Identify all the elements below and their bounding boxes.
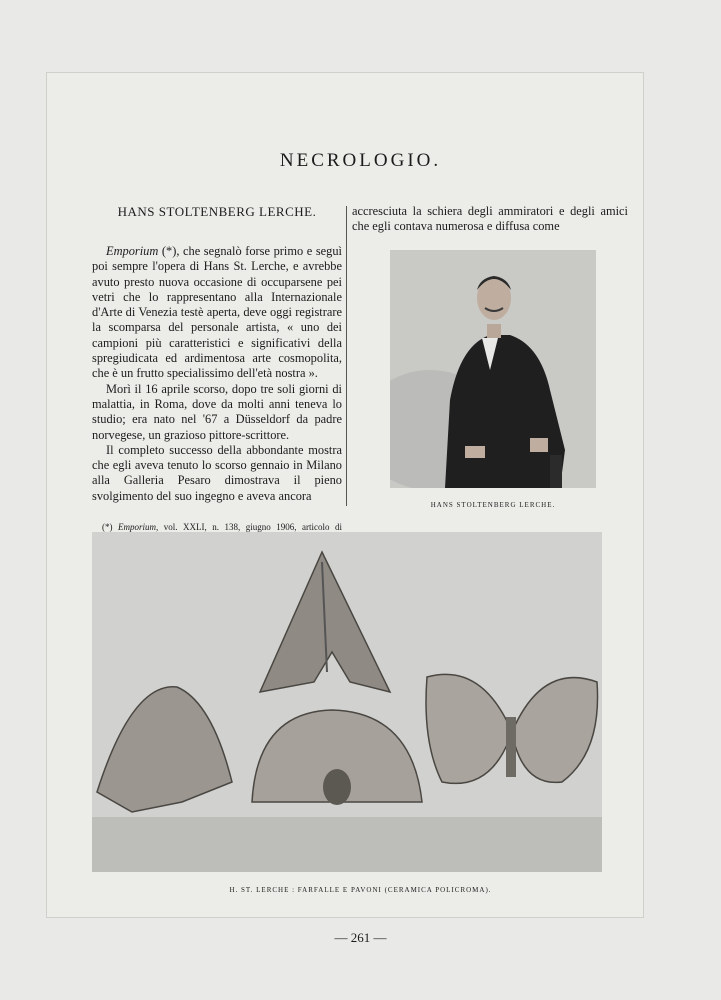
paragraph-3-continued: accresciuta la schiera degli ammiratori e degli amici che egli contava numerosa e diffusa come	[352, 204, 628, 234]
page-title: NECROLOGIO.	[279, 150, 442, 171]
paragraph-1	[92, 244, 342, 382]
paragraph-1-text: (*), che segnalò forse primo e seguì poi sempre l'opera di Hans St. Lerche, e avrebbe avuto presto nuova occasione di occuparsene pei vetri che lo rappresentano alla Internazionale d'Arte di Venezia testè aperta, deve oggi registrare la scomparsa del personale artista, « uno dei campioni più caratteristici e significativi della spregiudicata ed ardimentosa arte cosmopolita, che è un frutto specialissimo dell'età nostra ».	[92, 244, 342, 381]
page-number: — 261 —	[334, 930, 387, 945]
column-divider	[346, 206, 347, 506]
footnote-prefix: (*)	[102, 522, 118, 533]
paragraph-2: Morì il 16 aprile scorso, dopo tre soli giorni di malattia, in Roma, dove da molti anni teneva lo studio; era nato nel '67 a Düsseldorf da padre norvegese, un grazioso pittore-scrittore.	[92, 381, 342, 442]
footnote-italic: Emporium	[118, 522, 156, 533]
paragraph-3: Il completo successo della abbondante mostra che egli aveva tenuto lo scorso gennaio in Milano alla Galleria Pesaro dimostrava il pieno svolgimento del suo ingegno e aveva ancora	[92, 442, 342, 503]
left-column	[92, 204, 342, 555]
article-heading: HANS STOLTENBERG LERCHE.	[117, 204, 317, 219]
photo-caption: H. ST. LERCHE : FARFALLE E PAVONI (CERAMICA POLICROMA).	[229, 886, 492, 894]
portrait-illustration	[390, 250, 596, 488]
portrait-caption: HANS STOLTENBERG LERCHE.	[430, 501, 556, 509]
right-column	[352, 204, 628, 235]
emporium-italic: Emporium	[106, 244, 159, 258]
ceramics-photo	[92, 532, 602, 872]
footnote-text: , vol. XXLI, n. 138, giugno 1906, articolo di	[156, 522, 342, 533]
ceramics-illustration	[92, 532, 602, 872]
portrait-photo	[390, 250, 596, 488]
